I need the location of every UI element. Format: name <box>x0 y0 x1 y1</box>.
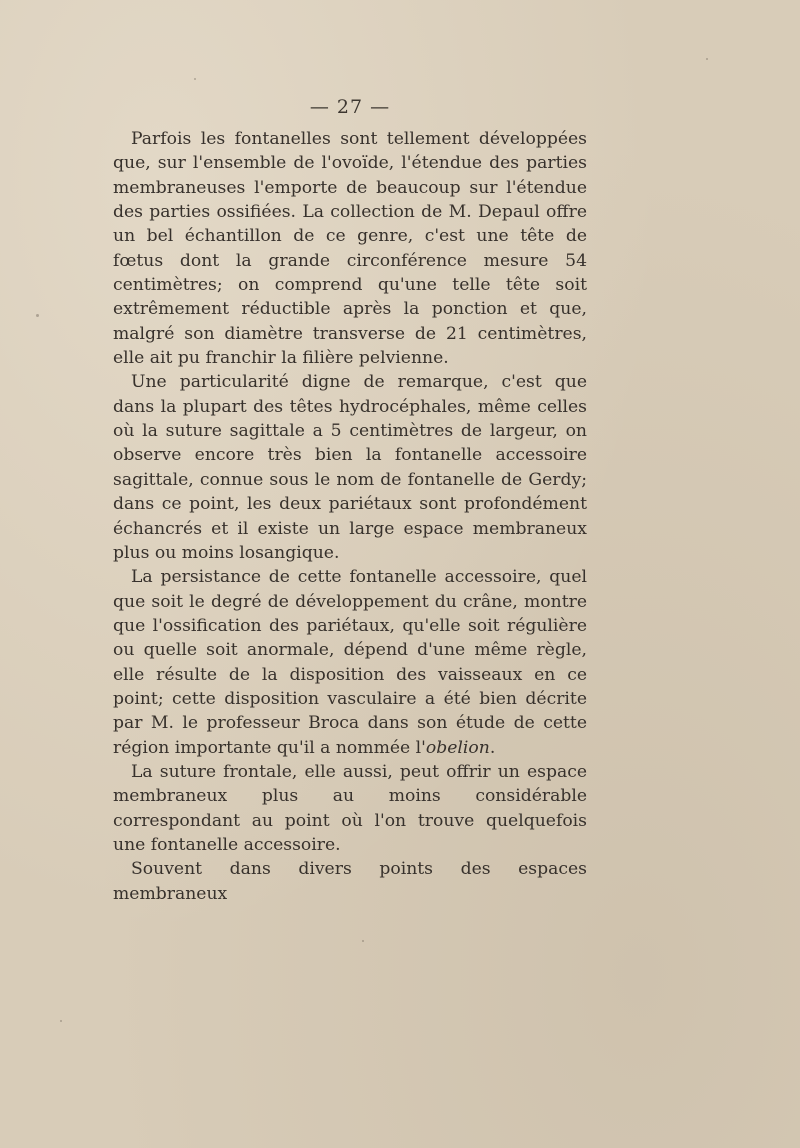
paragraph-1: Parfois les fontanelles sont tellement développées que, sur l'ensemble de l'ovoïde, l'étendue des parties membraneuses l'emporte de beaucoup sur l'étendue des parties ossifiées. La collection de M. Depaul offre un bel échantillon de ce genre, c'est une tête de fœtus dont la grande circonférence mesure 54 centimètres; on comprend qu'une telle tête soit extrêmement réductible après la ponction et que, malgré son diamètre transverse de 21 centimètres, elle ait pu franchir la filière pelvienne. <box>113 129 587 369</box>
body-text <box>113 127 587 906</box>
paper-speck <box>706 58 708 60</box>
paper-speck <box>194 78 196 80</box>
paragraph-4: La suture frontale, elle aussi, peut offrir un espace membraneux plus au moins considérable correspondant au point où l'on trouve quelquefois une fontanelle accessoire. <box>113 761 587 855</box>
paragraph-5: Souvent dans divers points des espaces membraneux <box>113 859 587 904</box>
paper-speck <box>36 314 39 317</box>
paragraph-3 <box>113 565 587 760</box>
paper-speck <box>60 1020 62 1022</box>
paragraph-2: Une particularité digne de remarque, c'est que dans la plupart des têtes hydrocéphales, même celles où la suture sagittale a 5 centimètres de largeur, on observe encore très bien la fontanelle accessoire sagittale, connue sous le nom de fontanelle de Gerdy; dans ce point, les deux pariétaux sont profondément échancrés et il existe un large espace membraneux plus ou moins losangique. <box>113 372 587 563</box>
page-number: — 27 — <box>309 96 391 118</box>
paragraph-3-text: La persistance de cette fontanelle accessoire, quel que soit le degré de développement du crâne, montre que l'ossification des pariétaux, qu'elle soit régulière ou quelle soit anormale, dépend d'une même règle, elle résulte de la disposition des vaisseaux en ce point; cette disposition vasculaire a été bien décrite par M. le professeur Broca dans son étude de cette région importante qu'il a nommée l' <box>113 567 587 758</box>
paper-speck <box>362 940 364 942</box>
paragraph-3-end: . <box>489 737 496 758</box>
paragraph-3-italic-term: obelion <box>425 737 490 758</box>
